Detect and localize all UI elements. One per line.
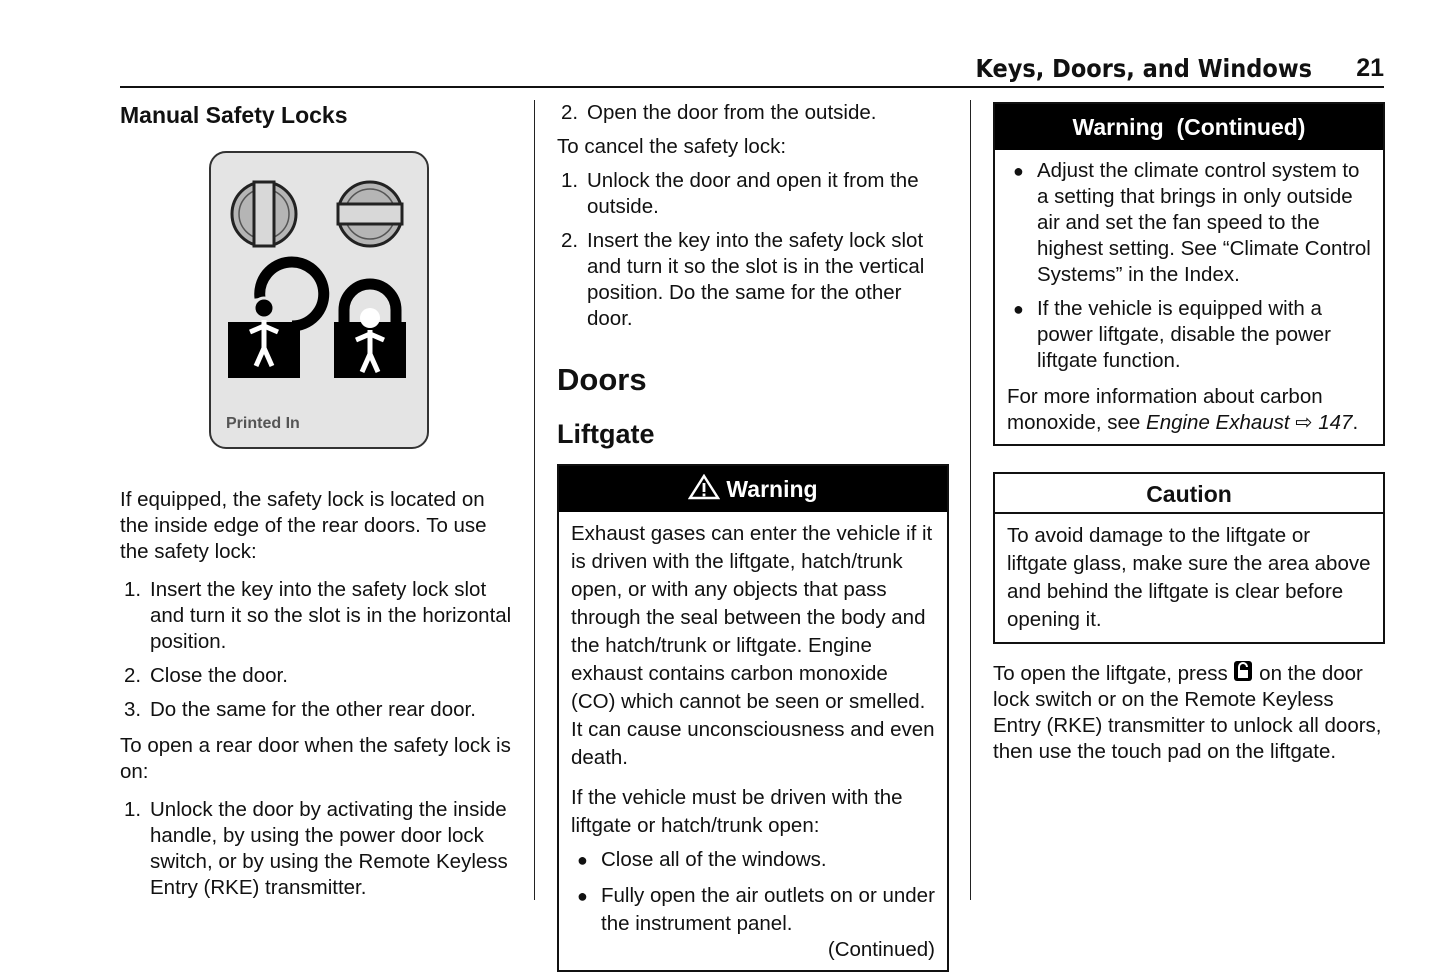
list-item: 1. Insert the key into the safety lock slot and turn it so the slot is in the horizontal position. [124, 578, 512, 653]
figure-caption: Printed In [226, 415, 300, 432]
open-rear-door-intro: To open a rear door when the safety lock is on: [120, 734, 511, 783]
subsection-title-liftgate: Liftgate [557, 419, 655, 449]
page-ref-number[interactable]: 147 [1318, 411, 1353, 434]
warning-continued-bullets [1007, 158, 1371, 374]
caution-title: Caution [995, 474, 1383, 514]
warning-header [559, 466, 947, 512]
column-divider [970, 100, 971, 900]
carbon-monoxide-reference: For more information about carbon monoxide, see Engine Exhaust ⇨ 147. [1007, 385, 1359, 434]
safety-lock-illustration [208, 150, 430, 450]
open-rear-door-steps-cont [557, 100, 949, 126]
caution-box [993, 472, 1385, 644]
warning-continued-header: Warning (Continued) [995, 104, 1383, 150]
section-heading-manual-safety-locks: Manual Safety Locks [120, 102, 348, 128]
page-number: 21 [1356, 54, 1384, 82]
warning-continued-box [993, 102, 1385, 446]
list-item: 1. Unlock the door by activating the inside handle, by using the power door lock switch, or by using the Remote Keyless Entry (RKE) transmitter. [124, 798, 508, 899]
warning-para-1: Exhaust gases can enter the vehicle if it is driven with the liftgate, hatch/trunk open, or with any objects that pass through the seal between the body and the hatch/trunk or liftgate. Engine exhaust contains carbon monoxide (CO) which cannot be seen or smelled. It can cause unconsciousness and even death. [571, 522, 935, 769]
column-1 [120, 100, 512, 911]
list-item: ● Adjust the climate control system to a setting that brings in only outside air and set the fan speed to the highest setting. See “Climate Control Systems” in the Index. [1013, 159, 1371, 286]
unlock-button-icon [1233, 660, 1253, 682]
open-liftgate-paragraph: To open the liftgate, press on the door lock switch or on the Remote Keyless Entry (RKE) transmitter to unlock all doors, then use the touch pad on the liftgate. [993, 662, 1382, 763]
lock-slot-vertical-icon [232, 182, 296, 246]
list-item: ● If the vehicle is equipped with a power liftgate, disable the power liftgate function. [1013, 297, 1332, 372]
list-item: ● Close all of the windows. [571, 846, 935, 874]
header-title: Keys, Doors, and Windows [975, 54, 1312, 83]
list-item: 2. Open the door from the outside. [561, 101, 877, 124]
bullet-icon: ● [577, 886, 588, 906]
section-title-doors: Doors [557, 362, 647, 397]
bullet-icon: ● [1013, 161, 1024, 181]
warning-bullets [571, 846, 935, 938]
cancel-steps [557, 168, 949, 332]
warning-triangle-icon [688, 474, 720, 500]
list-item: 3. Do the same for the other rear door. [124, 698, 476, 721]
bullet-icon: ● [1013, 299, 1024, 319]
lock-slot-horizontal-icon [338, 182, 402, 246]
cross-reference-link[interactable]: Engine Exhaust [1146, 411, 1290, 434]
list-item: 1. Unlock the door and open it from the outside. [561, 169, 919, 218]
open-rear-door-steps [120, 797, 512, 901]
page-ref-arrow-icon: ⇨ [1295, 411, 1313, 434]
list-item: 2. Close the door. [124, 664, 288, 687]
warning-para-2: If the vehicle must be driven with the liftgate or hatch/trunk open: [571, 786, 903, 837]
warning-box [557, 464, 949, 972]
bullet-icon: ● [577, 850, 588, 870]
safety-lock-steps [120, 577, 512, 723]
column-3 [993, 102, 1385, 777]
continued-label: (Continued) [827, 938, 935, 961]
column-divider [534, 100, 535, 900]
intro-paragraph: If equipped, the safety lock is located on the inside edge of the rear doors. To use the safety lock: [120, 488, 487, 563]
page-header [120, 52, 1384, 88]
list-item: 2. Insert the key into the safety lock slot and turn it so the slot is in the vertical position. Do the same for the other door. [561, 229, 925, 330]
warning-title: Warning [726, 476, 818, 502]
column-2 [557, 100, 949, 972]
caution-text: To avoid damage to the liftgate or liftgate glass, make sure the area above and behind the liftgate is clear before opening it. [1007, 524, 1371, 631]
cancel-intro: To cancel the safety lock: [557, 135, 787, 158]
list-item: ● Fully open the air outlets on or under the instrument panel. [577, 884, 935, 935]
